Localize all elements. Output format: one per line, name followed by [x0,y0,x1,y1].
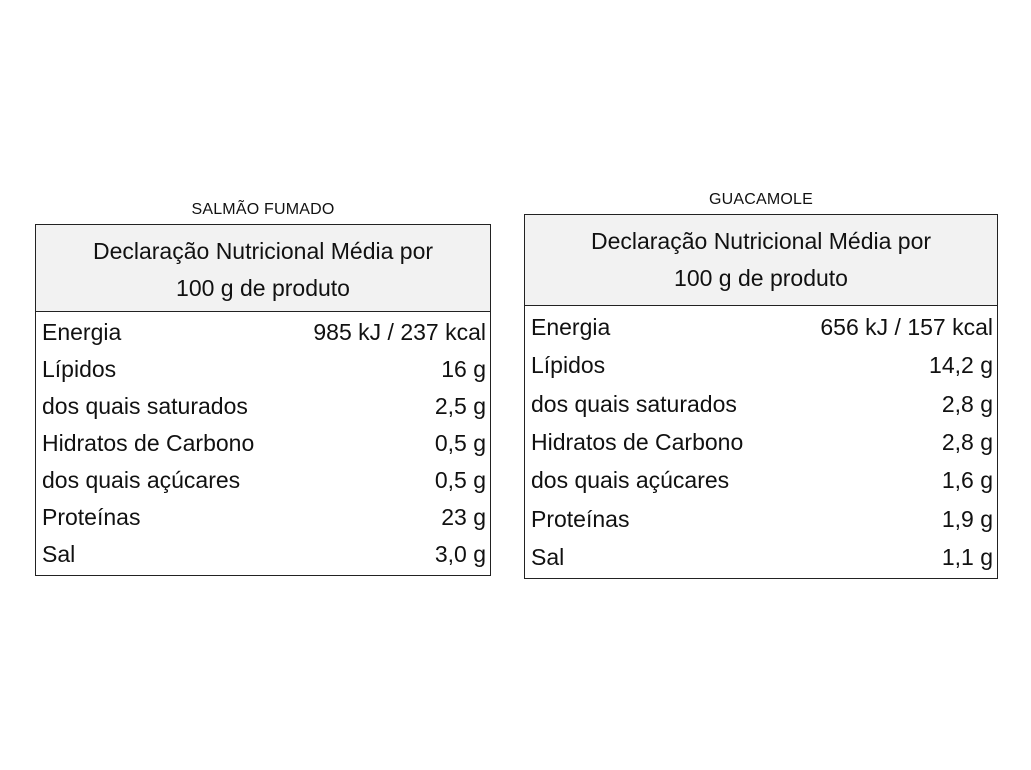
nutrition-panel-salmao-fumado [35,196,491,576]
table-row [531,461,993,499]
nutrient-name: Lípidos [42,356,117,382]
nutrient-name: Hidratos de Carbono [531,429,744,456]
product-caption: GUACAMOLE [708,191,814,208]
nutrient-value: 1,6 g [941,467,993,494]
nutrient-name: dos quais saturados [42,393,248,419]
nutrient-value: 2,5 g [434,393,486,419]
nutrient-name: Sal [531,543,565,570]
table-row [42,462,486,499]
nutrient-name: Lípidos [531,352,606,379]
table-row [531,385,993,423]
nutrient-value: 985 kJ / 237 kcal [313,319,486,345]
nutrient-value: 0,5 g [434,467,486,493]
nutrient-name: Proteínas [531,505,630,532]
nutrition-rows [525,306,997,578]
nutrition-rows [36,312,490,575]
table-row [42,314,486,351]
nutrient-name: dos quais saturados [531,390,737,417]
table-row [42,425,486,462]
nutrition-table [35,224,491,576]
nutrition-table-header [525,215,997,306]
table-row [531,423,993,461]
nutrition-panel-guacamole [524,186,998,579]
nutrient-value: 656 kJ / 157 kcal [820,314,993,341]
header-line-1: Declaração Nutricional Média por [590,228,932,254]
nutrient-name: Proteínas [42,504,141,530]
header-line-2: 100 g de produto [176,275,350,301]
nutrient-name: dos quais açúcares [531,467,730,494]
nutrient-value: 2,8 g [941,429,993,456]
nutrient-name: Sal [42,541,76,567]
nutrient-name: Energia [531,314,611,341]
table-row [531,308,993,346]
header-line-1: Declaração Nutricional Média por [92,238,434,264]
nutrition-table [524,214,998,579]
nutrient-value: 3,0 g [434,541,486,567]
nutrient-value: 0,5 g [434,430,486,456]
table-row [42,351,486,388]
nutrient-value: 23 g [441,504,486,530]
table-row [531,538,993,576]
nutrient-name: Hidratos de Carbono [42,430,255,456]
table-row [531,499,993,537]
table-row [531,346,993,384]
header-line-2: 100 g de produto [674,265,848,291]
table-row [42,499,486,536]
nutrient-name: dos quais açúcares [42,467,241,493]
nutrition-table-header [36,225,490,312]
table-row [42,388,486,425]
nutrient-value: 2,8 g [941,390,993,417]
nutrient-name: Energia [42,319,122,345]
nutrient-value: 1,1 g [941,543,993,570]
table-row [42,536,486,573]
nutrient-value: 1,9 g [941,505,993,532]
product-caption: SALMÃO FUMADO [191,201,335,218]
nutrient-value: 14,2 g [929,352,993,379]
nutrient-value: 16 g [441,356,486,382]
